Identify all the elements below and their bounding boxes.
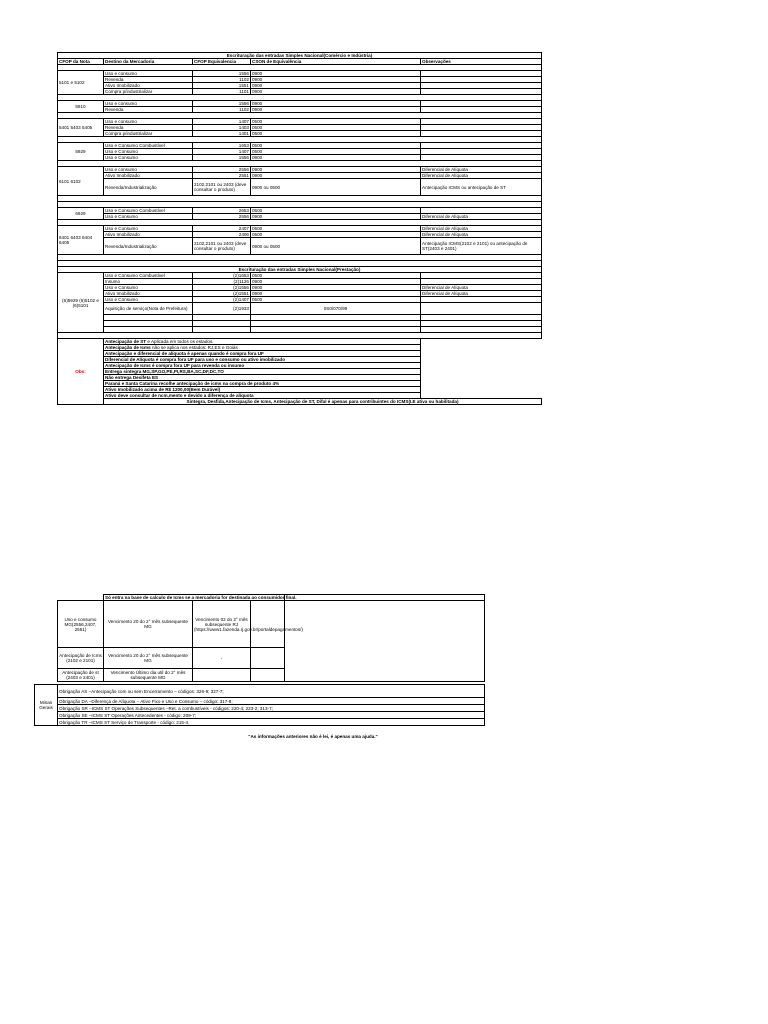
destino-cell: Uso e Consumo — [104, 149, 193, 155]
blank-cell — [251, 648, 285, 669]
obs-line: Não entrega Desifeta ES — [104, 375, 421, 381]
column-header: CSON de Equivalência — [251, 59, 421, 65]
cson-cell: 0900 — [251, 214, 421, 220]
blank-cell — [285, 601, 485, 682]
equiv-cell: 1556 — [193, 155, 251, 161]
cson-cell: 0500 — [251, 131, 421, 137]
equiv-cell: 1102 — [193, 107, 251, 113]
cson-cell: 0500 — [251, 273, 421, 279]
equiv-cell: (2)1407 — [193, 297, 251, 303]
cfop-cell: 6401 6403 6404 6405 — [58, 226, 104, 255]
mg-vencimento: Vencimento 20 do 2° mês subsequente MG — [104, 601, 193, 648]
minas-label: Minas Gerais — [35, 685, 58, 726]
equiv-cell: 2102,2101 ou 2403 (deve consultar o produto) — [193, 238, 251, 255]
cson-cell: 0900 ou 0500 — [251, 179, 421, 196]
obs-line-emphasis: Antecipação de Icms — [105, 345, 151, 350]
equiv-cell: 1403 — [193, 125, 251, 131]
column-header: Destino da Mercadoria — [104, 59, 193, 65]
minas-gerais-section — [34, 684, 484, 726]
cson-cell: 0500 — [251, 226, 421, 232]
mg-row — [58, 601, 485, 648]
destino-cell: Uso e Consumo — [104, 297, 193, 303]
obs-cell: Antecipação ICMS ou antecipação de ST — [421, 179, 542, 196]
destino-cell: Uso e Consumo — [104, 226, 193, 232]
equiv-cell: (2)1933 — [193, 303, 251, 315]
equiv-cell: (2)1653 — [193, 273, 251, 279]
destino-cell: Uso e Consumo — [104, 285, 193, 291]
destino-cell: Uso e Consumo — [104, 214, 193, 220]
table-row — [58, 303, 542, 315]
obs-line: Paraná e Santa Catarina recolhe antecipação de icms na compra de produto 4% — [104, 381, 421, 387]
cson-cell: 0900 — [251, 167, 421, 173]
obs-label — [58, 339, 104, 405]
destino-cell: Compra p/industrializar — [104, 89, 193, 95]
cson-cell: 0500 — [251, 143, 421, 149]
obs-line: Diferencial de Alíquota é compra fora UF para uso e consumo ou ativo imobilizado — [104, 357, 421, 363]
destino-cell: Ativo Imobilizado — [104, 232, 193, 238]
equiv-cell: 1401 — [193, 131, 251, 137]
equiv-cell: (2)1551 — [193, 291, 251, 297]
equiv-cell: 1101 — [193, 89, 251, 95]
destino-cell: Uso e Consumo Combustível — [104, 208, 193, 214]
obs-cell — [421, 303, 542, 315]
destino-cell: Ativo Imobilizado — [104, 291, 193, 297]
equiv-cell: 2556 — [193, 167, 251, 173]
destino-cell: Aquisição de serviço(Nota de Prefeitura) — [104, 303, 193, 315]
destino-cell: Uso e Consumo Combustível — [104, 273, 193, 279]
obs-line: Antecipação e diferencial de alíquota é apenas quando é compra fora UF — [104, 351, 421, 357]
cson-cell: 0900 — [251, 101, 421, 107]
cson-cell: 0900 — [251, 291, 421, 297]
destino-cell: Ativo Imobilizado — [104, 83, 193, 89]
obs-line: Sintegra, Desfida,Antecipação de Icms, Antecipação de ST, Difal é apenas para contribuintes do ICMS(I.E ativa ou habilitada) — [104, 399, 542, 405]
equiv-cell: 2407 — [193, 226, 251, 232]
cson-cell: 0900 — [251, 77, 421, 83]
cson-cell: 0900 — [251, 285, 421, 291]
obs-cell: Diferencial de Alíquota — [421, 285, 542, 291]
cfop-cell: (6)5929 (6)5102 e (6)5101 — [58, 273, 104, 333]
mg-vencimento: Vencimento 20 do 2° mês subsequente MG — [104, 648, 193, 669]
minas-row — [35, 698, 485, 705]
mg-vencimento-section — [57, 594, 484, 682]
cson-cell: 0500 — [251, 297, 421, 303]
cson-cell: 0500 — [251, 149, 421, 155]
blank-cell — [251, 601, 285, 648]
table-row — [58, 179, 542, 196]
destino-cell: Uso e consumo — [104, 119, 193, 125]
destino-cell: Ativo Imobilizado — [104, 173, 193, 179]
equiv-cell: 1556 — [193, 101, 251, 107]
cson-cell: 0500 — [251, 232, 421, 238]
cfop-cell: 5929 — [58, 143, 104, 161]
equiv-cell: 1407 — [193, 149, 251, 155]
cson-cell: 0500 — [251, 125, 421, 131]
equiv-cell: 1653 — [193, 143, 251, 149]
obs-line: Antecipação de ST e Aplicada em todos os estados. — [104, 339, 421, 345]
cson-cell: 0900 — [251, 173, 421, 179]
column-header: Observações — [421, 59, 542, 65]
equiv-cell: 2653 — [193, 208, 251, 214]
cfop-cell: 6101 6102 — [58, 167, 104, 196]
minas-row — [35, 705, 485, 712]
obs-line: Ativo Imobilizado acima de R$ 1200,00(Bem Durável) — [104, 387, 421, 393]
section-title: Escrituração das entradas Simples Nacional(Prestação) — [58, 267, 542, 273]
cson-cell: 0S0/070/99 — [251, 303, 421, 315]
destino-cell: Uso e Consumo — [104, 155, 193, 161]
destino-cell: Uso e Consumo Combustível — [104, 143, 193, 149]
obs-line-emphasis: Antecipação de ST — [105, 339, 147, 344]
minas-obligation: Obrigação TR –ICMS ST Serviço de Transporte - código: 215-4. — [58, 719, 485, 726]
obs-line: Antecipação de Icms não se aplica nos estados: RJ,ES e Goiás — [104, 345, 421, 351]
obs-row — [58, 399, 542, 405]
minas-row — [35, 685, 485, 698]
equiv-cell: 2556 — [193, 214, 251, 220]
mg-vencimento: Vencimento Último dia util do 2° mês subsequente MG — [104, 669, 193, 682]
destino-cell: Revenda/Industrialização — [104, 179, 193, 196]
mg-label: Antecipação de st (2403 e 2401) — [58, 669, 104, 682]
cson-cell: 0900 ou 0500 — [251, 238, 421, 255]
obs-label-text: Obs: — [75, 369, 86, 374]
equiv-cell: 2551 — [193, 173, 251, 179]
section-title: Escrituração das entradas Simples Nacional(Comércio e Indústria) — [58, 53, 542, 59]
minas-obligation: Obrigação AS –Antecipação com ou sem Encerramento – códigos: 326-9; 327-7; — [58, 685, 485, 698]
destino-cell: Revenda — [104, 107, 193, 113]
footnote: "As informações anteriores não é lei, é apenas uma ajuda." — [248, 734, 378, 739]
obs-line: Entrega sintegra MG,SP,GO,PE,PI,RS,BA,SC,DF,DC,TO — [104, 369, 421, 375]
obs-line: Ativo deve consultar de ncm,mento e devido a diferença de alíquota — [104, 393, 421, 399]
minas-obligation: Obrigação DA –Diferença de Alíquota – Ativo Fixo e Uso e Consumo – código: 317-8; — [58, 698, 485, 705]
obs-cell: Diferencial de Alíquota — [421, 167, 542, 173]
column-header: CFOP da Nota — [58, 59, 104, 65]
cson-cell: 0900 — [251, 71, 421, 77]
equiv-cell: 2406 — [193, 232, 251, 238]
cson-cell: 0900 — [251, 279, 421, 285]
destino-cell: Uso e consumo — [104, 167, 193, 173]
destino-cell: Revenda — [104, 125, 193, 131]
obs-line: Antecipação de Icms é compra fora UF para revenda ou insumo — [104, 363, 421, 369]
cfop-cell: 5401 5403 5405 — [58, 119, 104, 137]
obs-cell: Diferencial de Alíquota — [421, 214, 542, 220]
mg-note: Só entra na base de calculo de Icms se a mercadoria for destinada ao consumidor final. — [105, 595, 297, 600]
destino-cell: Uso e consumo — [104, 71, 193, 77]
equiv-cell: 1551 — [193, 83, 251, 89]
obs-cell: Diferencial de Alíquota — [421, 226, 542, 232]
mg-label: Antecipação de Icms (2102 e 2101) — [58, 648, 104, 669]
cson-cell: 0900 — [251, 83, 421, 89]
mg-label: Uso e consumo MG(2556,2407, 2551) — [58, 601, 104, 648]
equiv-cell: (2)1556 — [193, 285, 251, 291]
equiv-cell: (2)1126 — [193, 279, 251, 285]
destino-cell: Compra p/industrializar — [104, 131, 193, 137]
obs-cell: Diferencial de Alíquota — [421, 291, 542, 297]
cson-cell: 0500 — [251, 208, 421, 214]
equiv-cell: 2102,2101 ou 2403 (deve consultar o produto) — [193, 179, 251, 196]
cfop-cell: 5101 e 5102 — [58, 71, 104, 95]
cson-cell: 0900 — [251, 107, 421, 113]
cson-cell: 0900 — [251, 89, 421, 95]
obs-cell: Antecipação ICMS(2102 e 2101) ou antecipação de ST(2403 e 2401) — [421, 238, 542, 255]
minas-obligation: Obrigação SR –ICMS ST Operações Subsequentes –Ret. a combustíveis - códigos: 220-4; 223-2; 313-7; — [58, 705, 485, 712]
mg-extra — [193, 669, 251, 682]
cfop-cell: 5910 — [58, 101, 104, 113]
spreadsheet-main — [57, 52, 541, 405]
destino-cell: Revenda — [104, 77, 193, 83]
mg-extra: Vencimento 02 do 2° mês subsequente RJ (https://www1.fazenda.rj.gov.br/portaldepagamentos/) — [193, 601, 251, 648]
minas-row — [35, 712, 485, 719]
destino-cell: Uso e consumo — [104, 101, 193, 107]
obs-cell: Diferencial de Alíquota — [421, 232, 542, 238]
mg-extra: - — [193, 648, 251, 669]
cfop-cell: 6929 — [58, 208, 104, 220]
cson-cell: 0900 — [251, 155, 421, 161]
destino-cell: Revenda/Industrialização — [104, 238, 193, 255]
equiv-cell: 1102 — [193, 77, 251, 83]
destino-cell: Insumo — [104, 279, 193, 285]
mg-vencimento-table — [57, 594, 485, 682]
column-header: CFOP Equivalencia — [193, 59, 251, 65]
blank-cell — [251, 669, 285, 682]
minas-row — [35, 719, 485, 726]
cson-cell: 0500 — [251, 119, 421, 125]
table-row — [58, 238, 542, 255]
equiv-cell: 1556 — [193, 71, 251, 77]
obs-cell: Diferencial de Alíquota — [421, 173, 542, 179]
minas-obligation: Obrigação SE –ICMS ST Operações Antecedentes - código: 209-7; — [58, 712, 485, 719]
equiv-cell: 1407 — [193, 119, 251, 125]
minas-gerais-table — [34, 684, 485, 726]
simples-nacional-table — [57, 52, 542, 405]
